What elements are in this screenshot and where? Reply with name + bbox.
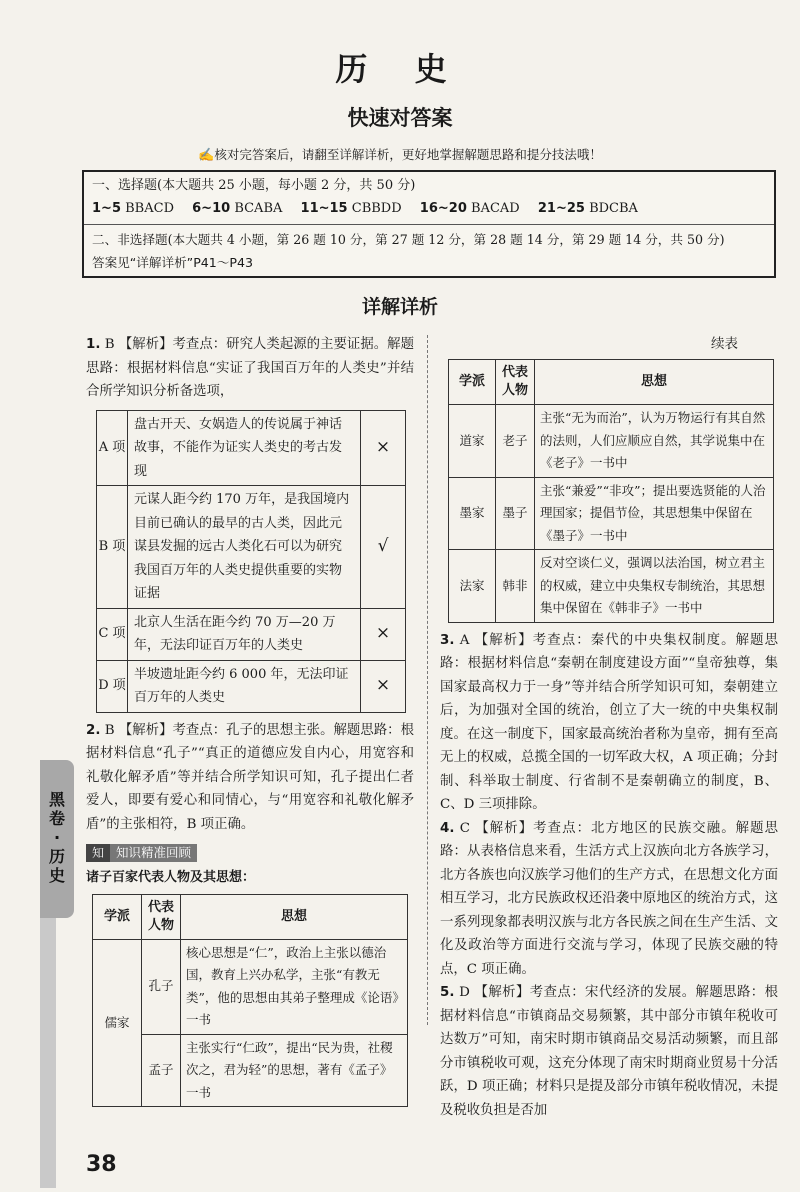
table-header-row: [93, 894, 408, 939]
side-tab-label: 黑卷·历史: [48, 790, 65, 885]
review-label-text: 知识精准回顾: [110, 844, 197, 862]
idea-cell: 主张“兼爱”“非攻”；提出要选贤能的人治理国家；提倡节俭，其思想集中保留在《墨子》一书中: [535, 477, 774, 550]
table-header-row: [449, 360, 774, 405]
pen-icon: ✍: [198, 148, 215, 163]
school-cell: 法家: [449, 550, 496, 623]
col-header-idea: 思想: [181, 894, 408, 939]
question-3: [440, 629, 778, 817]
table-row: [449, 405, 774, 478]
question-5: [440, 981, 778, 1122]
option-content: 盘古开天、女娲造人的传说属于神话故事，不能作为证实人类史的考古发现: [128, 410, 361, 486]
option-content: 半坡遗址距今约 6 000 年，无法印证百万年的人类史: [128, 660, 361, 712]
options-table: [96, 410, 406, 713]
table-row: [449, 477, 774, 550]
answer-range: 11~15: [300, 201, 348, 216]
table-row: [93, 939, 408, 1034]
answer-value: BDCBA: [589, 201, 638, 216]
choice-heading: 一、选择题(本大题共 25 小题，每小题 2 分，共 50 分): [92, 178, 416, 193]
column-divider: [427, 335, 428, 1025]
person-cell: 韩非: [496, 550, 535, 623]
review-heading: 诸子百家代表人物及其思想：: [86, 870, 256, 885]
col-header-school: 学派: [449, 360, 496, 405]
question-2: [86, 719, 414, 837]
answer-range: 6~10: [192, 201, 231, 216]
answer-value: BCABA: [234, 201, 283, 216]
hint-text: 核对完答案后，请翻至详解详析，更好地掌握解题思路和提分技法哦！: [214, 147, 602, 162]
col-header-person: 代表人物: [142, 894, 181, 939]
person-cell: 老子: [496, 405, 535, 478]
answer-range: 1~5: [92, 201, 121, 216]
table-row: [97, 486, 406, 609]
answer-value: CBBDD: [351, 201, 402, 216]
section-title: 详解详析: [361, 296, 438, 318]
knowledge-review-label: [86, 844, 414, 862]
book-icon: 知: [86, 844, 110, 862]
answer-range: 21~25: [537, 201, 585, 216]
question-text: B 【解析】考查点：孔子的思想主张。解题思路：根据材料信息“孔子”“真正的道德应发自内心，用宽容和礼敬化解矛盾”等并结合所学知识可知，孔子提出仁者爱人，即要有爱心和同情心，与“用宽容和礼敬化解矛盾”的主张相符，B 项正确。: [86, 722, 414, 832]
school-cell: 道家: [449, 405, 496, 478]
page-title: 历 史: [335, 50, 465, 88]
person-cell: 墨子: [496, 477, 535, 550]
question-text: B 【解析】考查点：研究人类起源的主要证据。解题思路：根据材料信息“实证了我国百万年的人类史”并结合所学知识分析备选项，: [86, 337, 414, 399]
option-label: C 项: [97, 608, 128, 660]
question-text: A 【解析】考查点：秦代的中央集权制度。解题思路：根据材料信息“秦朝在制度建设方面”“皇帝独尊，集国家最高权力于一身”等并结合所学知识可知，秦朝建立后，为加强对全国的统治，创立了大一统的中央集权制度。在这一制度下，国家最高统治者称为皇帝，拥有至高无上的权威，总揽全国的一切军政大权，A 项正确；分封制、科举取士制度、行省制不是秦朝确立的制度，B、C、D 三项排除。: [440, 632, 778, 812]
option-content: 北京人生活在距今约 70 万—20 万年，无法印证百万年的人类史: [128, 608, 361, 660]
table-row: [97, 410, 406, 486]
page-number: 38: [86, 1152, 117, 1177]
school-cell: 墨家: [449, 477, 496, 550]
continued-label: 续表: [711, 336, 738, 352]
option-label: B 项: [97, 486, 128, 609]
question-number: 4.: [440, 820, 455, 836]
table-row: [449, 550, 774, 623]
option-content: 元谋人距今约 170 万年，是我国境内目前已确认的最早的古人类，因此元谋县发掘的远古人类化石可以为研究我国百万年的人类史提供重要的实物证据: [128, 486, 361, 609]
nonchoice-note: 答案见“详解详析”P41～P43: [92, 255, 254, 270]
question-text: C 【解析】考查点：北方地区的民族交融。解题思路：从表格信息来看，生活方式上汉族向北方各族学习，北方各族也向汉族学习他们的生产方式，在思想文化方面相互学习，北方民族政权还沿袭中原地区的统治方式，这一系列现象都表明汉族与北方各民族之间在生产生活、文化及政治等方面进行交流与学习，体现了民族交融的特点，C 项正确。: [440, 820, 778, 977]
question-number: 3.: [440, 632, 455, 648]
hint-line: [0, 145, 800, 163]
answer-value: BBACD: [125, 201, 174, 216]
col-header-idea: 思想: [535, 360, 774, 405]
schools-table-left: [92, 894, 408, 1108]
divider: [84, 224, 774, 225]
idea-cell: 主张“无为而治”，认为万物运行有其自然的法则，人们应顺应自然，其学说集中在《老子》一书中: [535, 405, 774, 478]
nonchoice-heading: 二、非选择题(本大题共 4 小题，第 26 题 10 分，第 27 题 12 分，第 28 题 14 分，第 29 题 14 分，共 50 分): [92, 232, 725, 247]
idea-cell: 反对空谈仁义，强调以法治国，树立君主的权威，建立中央集权专制统治，其思想集中保留在《韩非子》一书中: [535, 550, 774, 623]
idea-cell: 核心思想是“仁”，政治上主张以德治国，教育上兴办私学，主张“有教无类”，他的思想由其弟子整理成《论语》一书: [181, 939, 408, 1034]
quick-answer-title: 快速对答案: [347, 106, 453, 130]
check-mark-icon: √: [361, 486, 406, 609]
answer-range: 16~20: [419, 201, 467, 216]
col-header-person: 代表人物: [496, 360, 535, 405]
question-text: D 【解析】考查点：宋代经济的发展。解题思路：根据材料信息“市镇商品交易频繁，其中部分市镇年税收可达数万”可知，南宋时期市镇商品交易活动频繁，而且部分市镇税收可观，这充分体现了南宋时期商业贸易十分活跃，D 项正确；材料只是提及部分市镇年税收情况，未提及税收负担是否加: [440, 985, 778, 1118]
left-column: [86, 333, 414, 1107]
col-header-school: 学派: [93, 894, 142, 939]
school-cell: 儒家: [93, 939, 142, 1107]
question-number: 5.: [440, 985, 455, 1000]
option-label: A 项: [97, 410, 128, 486]
option-label: D 项: [97, 660, 128, 712]
question-number: 2.: [86, 722, 101, 738]
question-number: 1.: [86, 337, 101, 352]
answer-box: [82, 170, 776, 278]
side-strip: [40, 918, 56, 1188]
wrong-mark-icon: ×: [361, 410, 406, 486]
right-column: [440, 333, 778, 1122]
wrong-mark-icon: ×: [361, 660, 406, 712]
question-4: [440, 817, 778, 982]
person-cell: 孟子: [142, 1034, 181, 1107]
table-row: [97, 660, 406, 712]
answer-value: BACAD: [471, 201, 520, 216]
question-1: [86, 333, 414, 404]
person-cell: 孔子: [142, 939, 181, 1034]
idea-cell: 主张实行“仁政”，提出“民为贵，社稷次之，君为轻”的思想，著有《孟子》一书: [181, 1034, 408, 1107]
choice-answers: [92, 199, 766, 219]
table-row: [97, 608, 406, 660]
schools-table-right: [448, 359, 774, 623]
wrong-mark-icon: ×: [361, 608, 406, 660]
